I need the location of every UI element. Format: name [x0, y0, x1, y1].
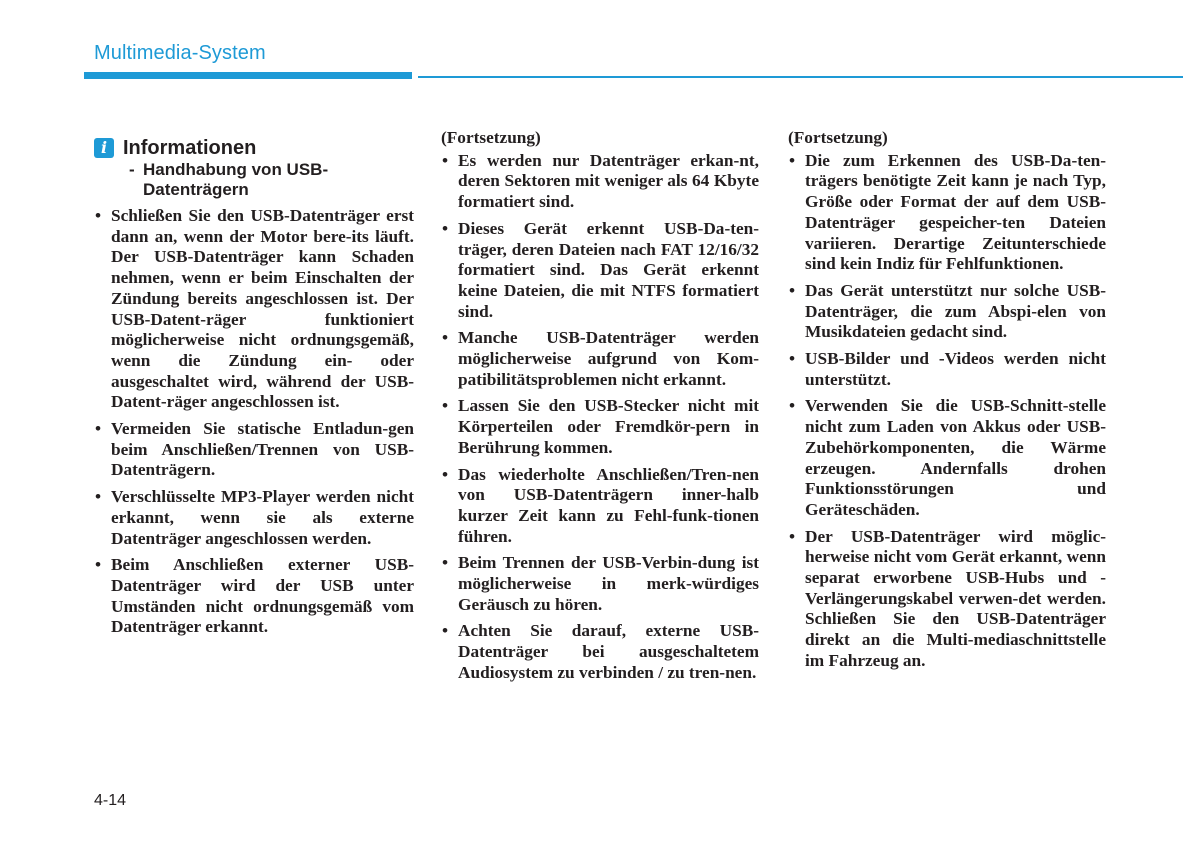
list-item: • Das Gerät unterstützt nur solche USB-Datenträger, die zum Abspi-elen von Musikdateien gedacht sind. — [788, 281, 1106, 343]
list-item: • Beim Trennen der USB-Verbin-dung ist möglicherweise in merk-würdiges Geräusch zu hören. — [441, 553, 759, 615]
list-item: • Das wiederholte Anschließen/Tren-nen von USB-Datenträgern inner-halb kurzer Zeit kann zu Fehl-funk-tionen führen. — [441, 465, 759, 548]
bullet-list-1 — [94, 206, 414, 638]
bullet-list-3 — [788, 151, 1106, 672]
column-1 — [94, 128, 414, 644]
continuation-label: (Fortsetzung) — [788, 128, 888, 147]
list-item: • Dieses Gerät erkennt USB-Da-ten-träger, deren Dateien nach FAT 12/16/32 formatiert sind. Das Gerät erkennt keine Dateien, die mit NTFS formatiert sind. — [441, 219, 759, 323]
subtitle-text — [143, 160, 328, 200]
column-2 — [441, 128, 759, 690]
subtitle-dash: - — [129, 160, 135, 179]
list-item: • Achten Sie darauf, externe USB-Datenträger bei ausgeschaltetem Audiosystem zu verbinden / zu tren-nen. — [441, 621, 759, 683]
list-item: • Schließen Sie den USB-Datenträger erst dann an, wenn der Motor bere-its läuft. Der USB-Datenträger kann Schaden nehmen, wenn er beim Einschalten der Zündung bereits angeschlossen ist. Der USB-Datent-räger funktioniert möglicherweise nicht ordnungsgemäß, wenn die Zündung ein- oder ausgeschaltet wird, während der USB-Datent-räger angeschlossen ist. — [94, 206, 414, 413]
bullet-list-2 — [441, 151, 759, 684]
list-item: • Verwenden Sie die USB-Schnitt-stelle nicht zum Laden von Akkus oder USB-Zubehörkomponenten, die Wärme erzeugen. Andernfalls drohen Funktionsstörungen und Geräteschäden. — [788, 396, 1106, 520]
list-item: • Es werden nur Datenträger erkan-nt, deren Sektoren mit weniger als 64 Kbyte formatiert sind. — [441, 151, 759, 213]
list-item: • Die zum Erkennen des USB-Da-ten-trägers benötigte Zeit kann je nach Typ, Größe oder Format der auf dem USB-Datenträger gespeicher-ten Dateien variieren. Derartige Zeitunterschiede sind kein Indiz für Fehlfunktionen. — [788, 151, 1106, 275]
subtitle-line-2: Datenträgern — [143, 180, 249, 199]
column-3 — [788, 128, 1106, 678]
list-item: • Beim Anschließen externer USB-Datenträger wird der USB unter Umständen nicht ordnungsgemäß vom Datenträger erkannt. — [94, 555, 414, 638]
page-number: 4-14 — [94, 792, 127, 809]
header-rule-thick — [84, 72, 412, 79]
list-item: • Verschlüsselte MP3-Player werden nicht erkannt, wenn sie als externe Datenträger angeschlossen werden. — [94, 487, 414, 549]
list-item: • Manche USB-Datenträger werden möglicherweise aufgrund von Kom-patibilitätsproblemen nicht erkannt. — [441, 328, 759, 390]
list-item: • Lassen Sie den USB-Stecker nicht mit Körperteilen oder Fremdkör-pern in Berührung kommen. — [441, 396, 759, 458]
info-icon: i — [94, 138, 114, 158]
list-item: • USB-Bilder und -Videos werden nicht unterstützt. — [788, 349, 1106, 390]
subtitle-line-1: Handhabung von USB- — [143, 160, 329, 179]
info-subtitle — [129, 160, 414, 200]
header-rule-thin — [418, 76, 1183, 78]
list-item: • Der USB-Datenträger wird möglic-herweise nicht vom Gerät erkannt, wenn separat erworbene USB-Hubs und -Verlängerungskabel verwen-det werden. Schließen Sie den USB-Datenträger direkt an die Multi-mediaschnittstelle im Fahrzeug an. — [788, 527, 1106, 672]
section-title: Multimedia-System — [94, 42, 266, 64]
info-heading — [94, 137, 414, 159]
list-item: • Vermeiden Sie statische Entladun-gen beim Anschließen/Trennen von USB-Datenträgern. — [94, 419, 414, 481]
info-title: Informationen — [123, 137, 257, 159]
continuation-label: (Fortsetzung) — [441, 128, 541, 147]
